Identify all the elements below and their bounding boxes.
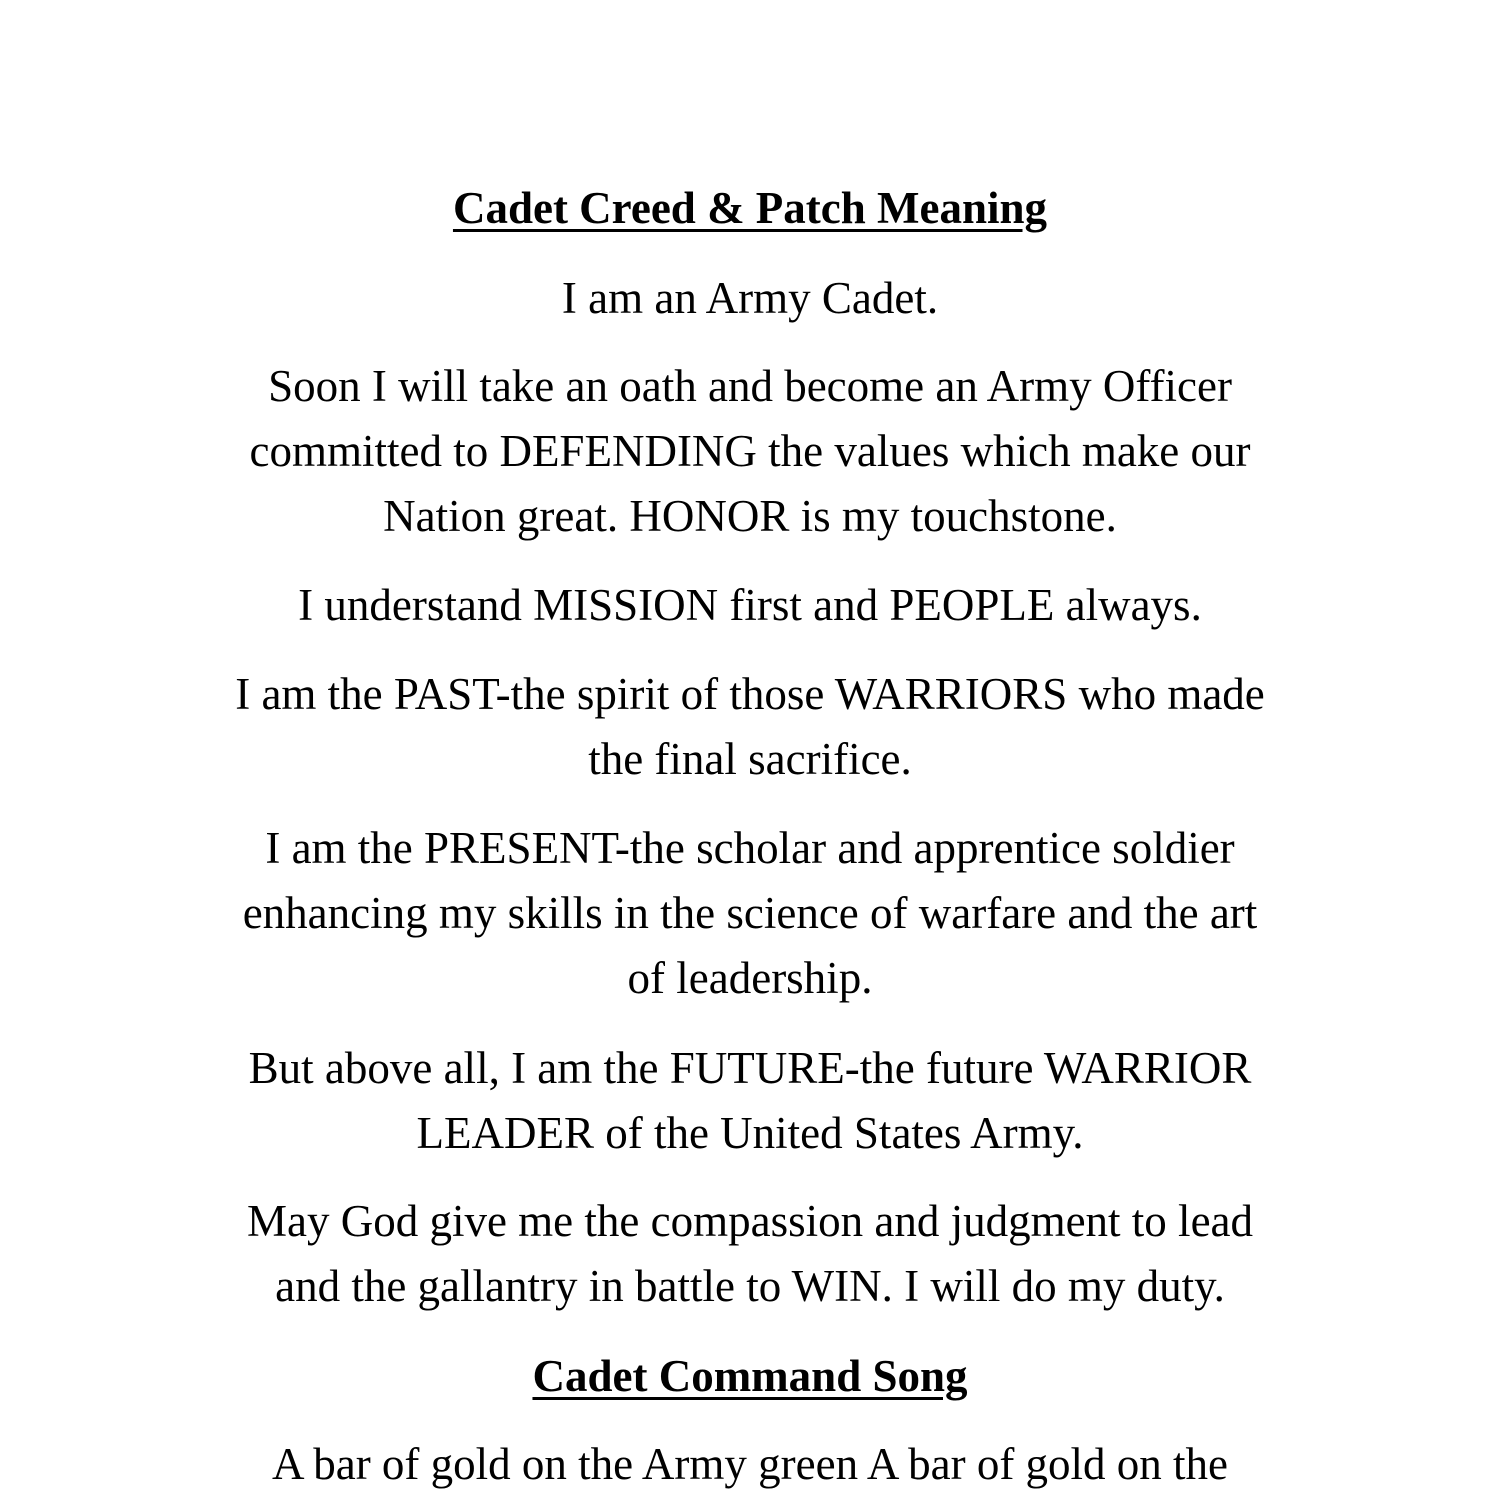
creed-line: I am the PAST-the spirit of those WARRIORS who made	[235, 669, 1265, 719]
heading-song: Cadet Command Song	[532, 1351, 968, 1401]
creed-line: I am the PRESENT-the scholar and apprentice soldier	[265, 823, 1235, 873]
creed-line: the final sacrifice.	[588, 734, 912, 784]
creed-line: of leadership.	[627, 953, 873, 1003]
creed-line: and the gallantry in battle to WIN. I will do my duty.	[275, 1261, 1225, 1311]
creed-line: Soon I will take an oath and become an Army Officer	[268, 361, 1232, 411]
creed-line: I understand MISSION first and PEOPLE always.	[298, 580, 1202, 630]
song-line: A bar of gold on the Army green A bar of gold on the	[271, 1439, 1229, 1489]
creed-line: May God give me the compassion and judgment to lead	[246, 1196, 1254, 1246]
creed-line: enhancing my skills in the science of warfare and the art	[242, 888, 1258, 938]
creed-line: Nation great. HONOR is my touchstone.	[383, 491, 1117, 541]
heading-creed: Cadet Creed & Patch Meaning	[452, 183, 1048, 233]
creed-line: LEADER of the United States Army.	[416, 1108, 1084, 1158]
creed-line: I am an Army Cadet.	[561, 273, 939, 323]
creed-line: committed to DEFENDING the values which make our	[249, 426, 1251, 476]
creed-line: But above all, I am the FUTURE-the future WARRIOR	[248, 1043, 1252, 1093]
